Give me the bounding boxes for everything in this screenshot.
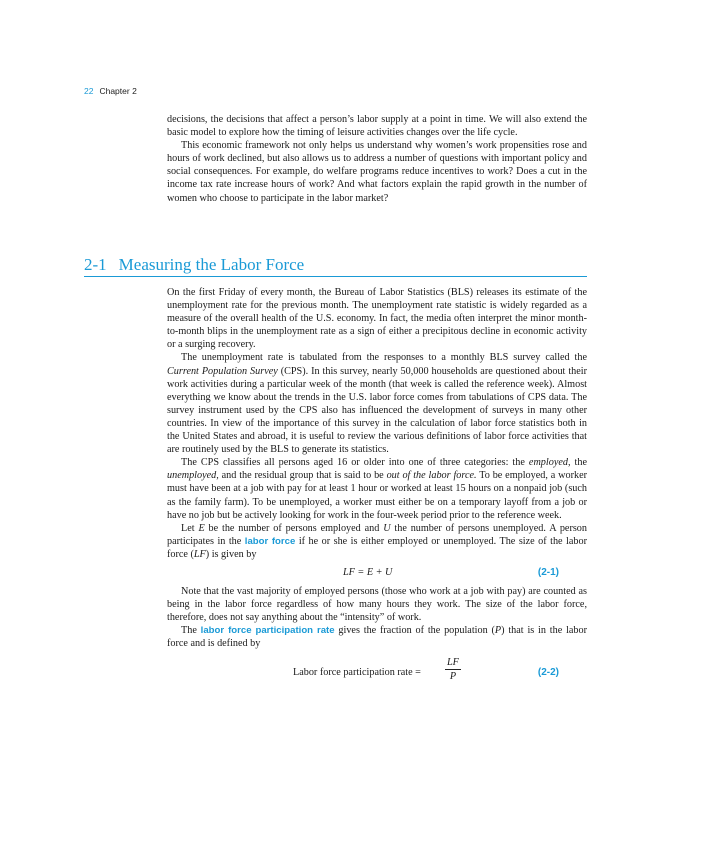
running-head (84, 86, 137, 96)
var-u: U (383, 522, 391, 534)
text-run: if he or she is either employed or unemployed. The size of the labor force ( (167, 535, 587, 560)
text-run: To be employed, a worker must have been at a job with pay for at least 1 hour or worked at least 15 hours on a nonpaid job (such as the family farm). To be unemployed, a worker must either be on a temporary layoff from a job or have no job but be actively looking for work in the four-week period prior to the reference week. (167, 470, 587, 521)
section-heading (84, 255, 587, 277)
section-title: Measuring the Labor Force (118, 255, 305, 274)
text-run: be the number of persons employed and (204, 522, 384, 534)
var-lf: LF (193, 548, 206, 560)
equation-fraction (445, 656, 461, 683)
term-out-of-labor-force: out of the labor force. (386, 470, 477, 482)
equation-expression: LF = E + U (343, 566, 393, 578)
paragraph-3 (167, 456, 587, 521)
fraction-denominator: P (449, 671, 457, 683)
equation-number: (2-2) (537, 667, 559, 679)
section-body (167, 286, 587, 688)
text-run: (CPS). In this survey, nearly 50,000 households are questioned about their work activities during a particular week of the month (that week is called the reference week). Almost everything we know about the trends in the U.S. labor force comes from tabulations of CPS data. The survey instrument used by the CPS also has influenced the development of surveys in many other countries. In view of the importance of this survey in the calculation of labor force statistics both in the United States and abroad, it is useful to review the various definitions of labor force activities that are routinely used by the BLS to generate its statistics. (167, 365, 587, 456)
equation-2-2 (167, 656, 587, 688)
text-run: the (570, 457, 587, 469)
intro-paragraph-2: This economic framework not only helps us understand why women’s work propensities rose and hours of work declined, but also allows us to address a number of questions with important policy and social consequences. For example, do welfare programs reduce incentives to work? Does a cut in the income tax rate increase hours of work? And what factors explain the rapid growth in the number of women who choose to participate in the labor market? (167, 140, 587, 204)
paragraph-5: Note that the vast majority of employed persons (those who work at a job with pay) are counted as being in the labor force regardless of how many hours they work. The size of the labor force, therefore, does not say anything about the “intensity” of work. (167, 585, 587, 624)
paragraph-1: On the first Friday of every month, the Bureau of Labor Statistics (BLS) releases its estimate of the unemployment rate for the previous month. The unemployment rate statistic is widely regarded as a measure of the overall health of the U.S. economy. In fact, the media often interpret the minor month-to-month blips in the unemployment rate as a sign of either a precipitous decline in economic activity or a surging recovery. (167, 287, 587, 351)
equation-number: (2-1) (537, 566, 559, 578)
text-run: ) is given by (205, 548, 257, 560)
paragraph-4 (167, 522, 587, 561)
section-number: 2-1 (84, 255, 107, 274)
paragraph-2 (167, 351, 587, 456)
text-run: ) that is in the labor force and is defined by (167, 625, 588, 650)
text-run: The (181, 625, 201, 637)
keyword-labor-force: labor force (244, 535, 296, 547)
fraction-numerator: LF (447, 657, 459, 669)
equation-2-1 (167, 566, 587, 579)
term-unemployed: unemployed, (167, 470, 219, 482)
text-run: Let (181, 522, 199, 534)
text-run: the number of persons unemployed. A person participates in the (167, 522, 587, 547)
term-employed: employed, (528, 457, 571, 469)
paragraph-6 (167, 624, 587, 650)
text-run: and the residual group that is said to be (218, 470, 387, 482)
keyword-participation-rate: labor force participation rate (200, 625, 335, 637)
page-number: 22 (84, 86, 94, 96)
var-e: E (198, 522, 205, 534)
intro-text (167, 113, 587, 205)
intro-paragraph-1: decisions, the decisions that affect a person’s labor supply at a point in time. We will also extend the basic model to explore how the timing of leisure activities changes over the life cycle. (167, 114, 587, 139)
equation-lhs: Labor force participation rate = (293, 667, 421, 679)
var-p: P (494, 625, 502, 637)
text-run: The unemployment rate is tabulated from the responses to a monthly BLS survey called the (181, 352, 587, 364)
text-run: The CPS classifies all persons aged 16 or older into one of three categories: the (181, 457, 529, 469)
survey-name: Current Population Survey (167, 365, 278, 377)
text-run: gives the fraction of the population ( (334, 625, 495, 637)
chapter-label: Chapter 2 (99, 86, 137, 96)
